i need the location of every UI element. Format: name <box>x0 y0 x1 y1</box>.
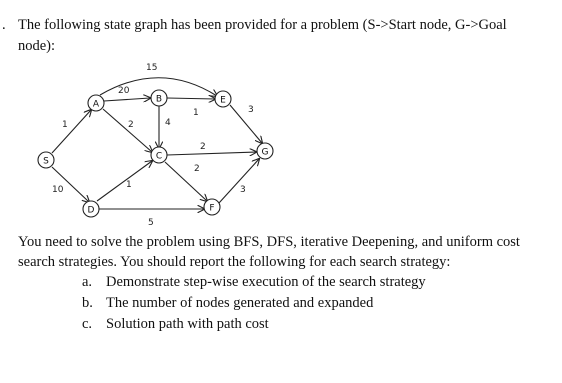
node-label-c: C <box>155 151 163 162</box>
node-label-d: D <box>87 205 95 216</box>
weight-s-a: 1 <box>62 120 68 130</box>
list-item-text: Solution path with path cost <box>106 316 269 332</box>
weight-b-e: 1 <box>193 108 199 118</box>
edge-s-a <box>52 110 91 153</box>
edge-a-c <box>103 109 152 152</box>
edge-c-g <box>167 152 256 155</box>
weight-a-b: 20 <box>118 86 130 96</box>
question-line-1: The following state graph has been provided for a problem (S->Start node, G->Goal <box>18 17 507 33</box>
edge-f-g <box>219 159 259 203</box>
prompt-line-2: search strategies. You should report the following for each search strategy: <box>18 254 451 270</box>
node-label-b: B <box>155 94 163 105</box>
node-label-a: A <box>92 99 100 110</box>
node-label-e: E <box>220 95 226 106</box>
question-line-2: node): <box>18 38 56 54</box>
state-graph <box>0 55 300 230</box>
weight-d-f: 5 <box>148 218 154 228</box>
edge-c-f <box>165 162 207 201</box>
weight-d-c: 1 <box>126 180 132 190</box>
list-marker: b. <box>82 295 93 311</box>
node-label-f: F <box>209 203 215 214</box>
edge-a-b <box>104 98 150 101</box>
node-label-g: G <box>261 147 269 158</box>
list-marker: a. <box>82 274 93 290</box>
list-item-text: Demonstrate step-wise execution of the search strategy <box>106 274 426 290</box>
node-label-s: S <box>43 156 49 167</box>
question-bullet: . <box>2 17 6 33</box>
prompt-line-1: You need to solve the problem using BFS, DFS, iterative Deepening, and uniform cost <box>18 234 520 250</box>
weight-s-d: 10 <box>52 185 64 195</box>
weight-a-e: 15 <box>146 63 158 73</box>
weight-b-c: 4 <box>165 118 171 128</box>
edge-b-e <box>167 98 215 99</box>
list-item <box>82 273 426 291</box>
weight-a-c: 2 <box>128 120 134 130</box>
weight-c-g: 2 <box>200 142 206 152</box>
list-item <box>82 315 269 333</box>
list-marker: c. <box>82 316 93 332</box>
weight-f-g: 3 <box>240 185 246 195</box>
weight-c-f: 2 <box>194 164 200 174</box>
edge-e-g <box>230 105 262 143</box>
weight-e-g: 3 <box>248 105 254 115</box>
edge-d-c <box>97 161 152 201</box>
list-item <box>82 294 373 312</box>
list-item-text: The number of nodes generated and expanded <box>106 295 374 311</box>
